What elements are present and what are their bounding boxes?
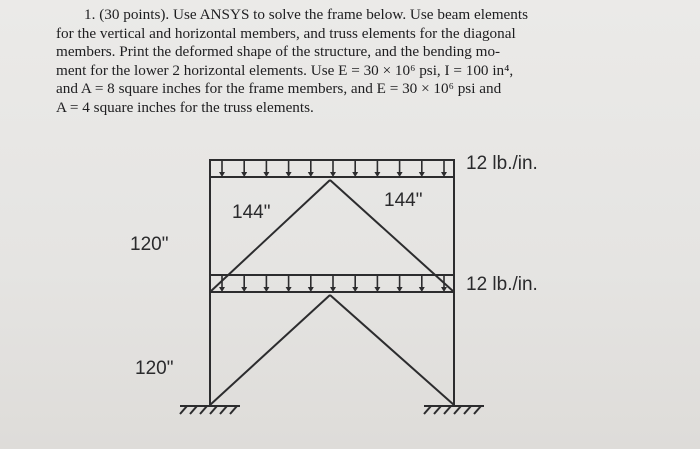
top-load-arrows <box>219 161 447 177</box>
problem-line: members. Print the deformed shape of the structure, and the bending mo- <box>56 43 501 61</box>
problem-line: for the vertical and horizontal members, and truss elements for the diagonal <box>56 24 516 42</box>
middle-load-arrows <box>219 276 447 292</box>
top-load-label: 12 lb./in. <box>466 153 538 174</box>
problem-line: A = 4 square inches for the truss elements. <box>56 98 314 116</box>
left-fixed-support <box>180 406 240 414</box>
problem-line: ment for the lower 2 horizontal elements. Use E = 30 × 10⁶ psi, I = 100 in⁴, <box>56 61 514 79</box>
middle-load-label: 12 lb./in. <box>466 274 538 295</box>
lower-left-diagonal <box>210 295 330 405</box>
upper-height-label: 120" <box>130 234 169 255</box>
right-fixed-support <box>424 406 484 414</box>
lower-height-label: 120" <box>135 358 174 379</box>
right-span-label: 144" <box>384 190 423 211</box>
problem-line: and A = 8 square inches for the frame members, and E = 30 × 10⁶ psi and <box>56 80 502 98</box>
problem-line: 1. (30 points). Use ANSYS to solve the frame below. Use beam elements <box>84 6 529 23</box>
left-span-label: 144" <box>232 202 271 223</box>
lower-right-diagonal <box>330 295 454 405</box>
